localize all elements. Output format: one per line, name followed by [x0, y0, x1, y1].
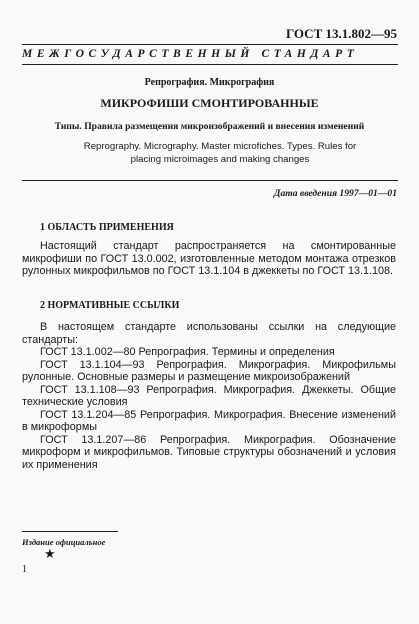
top-rule [22, 44, 398, 45]
document-subtitle: Типы. Правила размещения микроизображений и внесения изменений [54, 121, 365, 132]
footer-rule [22, 531, 118, 532]
standard-code: ГОСТ 13.1.802—95 [285, 26, 397, 41]
section-heading-scope: 1 ОБЛАСТЬ ПРИМЕНЕНИЯ [40, 222, 174, 233]
effective-date: Дата введения 1997—01—01 [273, 188, 397, 199]
reference-item: ГОСТ 13.1.207—86 Репрография. Микрография. Обозначение микроформ и микрофильмов. Типовые структуры обозначений и условия их применения [22, 433, 396, 471]
official-edition-label: Издание официальное [22, 537, 106, 547]
interstate-standard-banner: МЕЖГОСУДАРСТВЕННЫЙ СТАНДАРТ [22, 48, 359, 60]
reference-item: ГОСТ 13.1.108—93 Репрография. Микрография. Джеккеты. Общие технические условия [22, 383, 396, 408]
reference-item: ГОСТ 13.1.104—93 Репрография. Микрография. Микрофильмы рулонные. Основные размеры и размещение микроизображений [22, 358, 396, 383]
section-heading-references: 2 НОРМАТИВНЫЕ ССЫЛКИ [40, 300, 180, 311]
section-body-references [22, 321, 396, 471]
document-title: МИКРОФИШИ СМОНТИРОВАННЫЕ [100, 96, 319, 110]
banner-rule [22, 64, 398, 65]
star-icon: ★ [44, 546, 56, 561]
subject-line: Репрография. Микрография [144, 77, 275, 88]
english-title: Reprography. Micrography. Master microfiches. Types. Rules for placing microimages and making changes [83, 141, 357, 165]
reference-item: ГОСТ 13.1.204—85 Репрография. Микрография. Внесение изменений в микроформы [22, 408, 396, 433]
paragraph: Настоящий стандарт распространяется на смонтированные микрофиши по ГОСТ 13.0.002, изготовленные методом монтажа отрезков рулонных микрофильмов по ГОСТ 13.1.104 в джеккеты по ГОСТ 13.1.108. [22, 240, 396, 277]
page-number: 1 [22, 564, 27, 575]
paragraph: В настоящем стандарте использованы ссылки на следующие стандарты: [22, 321, 396, 346]
title-rule [22, 180, 398, 181]
section-body-scope [22, 240, 396, 278]
reference-item: ГОСТ 13.1.002—80 Репрография. Термины и определения [40, 346, 335, 358]
